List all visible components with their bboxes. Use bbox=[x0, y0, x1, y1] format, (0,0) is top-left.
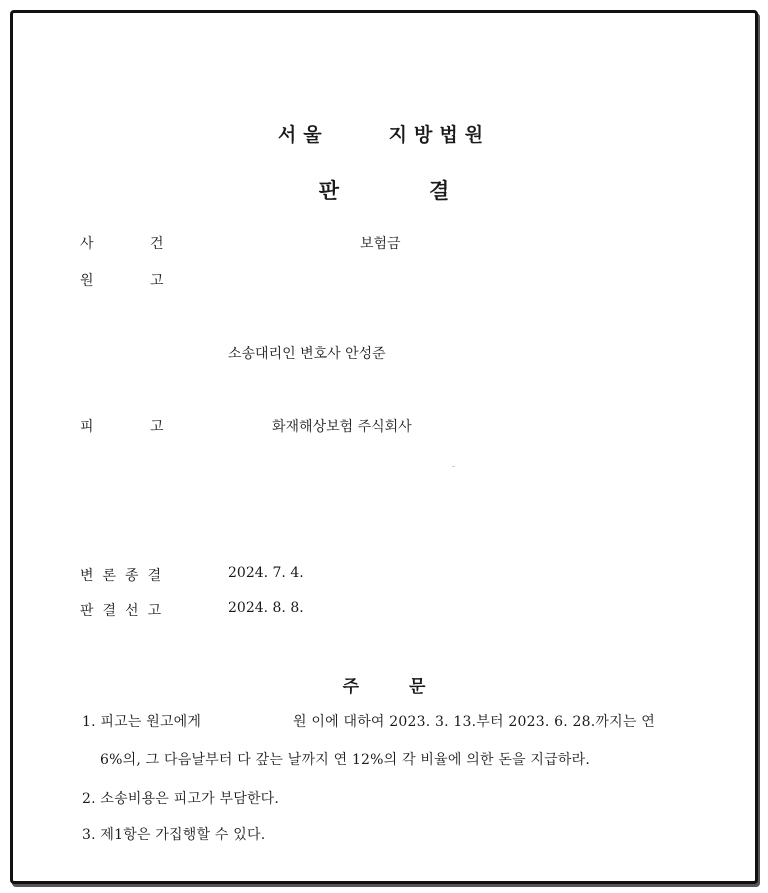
court-name bbox=[0, 120, 768, 147]
plaintiff-counsel: 소송대리인 변호사 안성준 bbox=[228, 346, 386, 362]
judgment-date-value: 2024. 8. 8. bbox=[228, 600, 304, 616]
order-item-1-start: 1. 피고는 원고에게 bbox=[82, 714, 202, 730]
plaintiff-label-second: 고 bbox=[150, 273, 164, 289]
court-name-part1: 서울 bbox=[277, 124, 329, 146]
order-item-1-rest: 원 이에 대하여 2023. 3. 13.부터 2023. 6. 28.까지는 연 bbox=[293, 714, 655, 730]
case-label-first: 사 bbox=[80, 236, 94, 252]
order-item-3: 3. 제1항은 가집행할 수 있다. bbox=[82, 827, 266, 843]
judgment-date-label: 판결선고 bbox=[80, 603, 171, 619]
order-title-part1: 주 bbox=[342, 677, 359, 697]
document-title-part1: 판 bbox=[318, 178, 339, 203]
court-name-part2: 지방법원 bbox=[388, 124, 491, 146]
plaintiff-label-first: 원 bbox=[80, 273, 94, 289]
defendant-label-first: 피 bbox=[80, 419, 94, 435]
order-title bbox=[0, 672, 768, 697]
scan-speck bbox=[452, 466, 455, 467]
case-label-second: 건 bbox=[150, 236, 164, 252]
hearing-end-date: 2024. 7. 4. bbox=[228, 565, 304, 581]
order-item-1-continuation: 6%의, 그 다음날부터 다 갚는 날까지 연 12%의 각 비율에 의한 돈을 지급하라. bbox=[100, 752, 590, 768]
document-title-part2: 결 bbox=[429, 178, 450, 203]
defendant-value: 화재해상보험 주식회사 bbox=[272, 419, 412, 435]
document-title bbox=[0, 175, 768, 205]
order-item-2: 2. 소송비용은 피고가 부담한다. bbox=[82, 791, 280, 807]
hearing-end-label: 변론종결 bbox=[80, 568, 171, 584]
order-title-part2: 문 bbox=[409, 677, 426, 697]
defendant-label-second: 고 bbox=[150, 419, 164, 435]
case-value: 보험금 bbox=[360, 236, 401, 252]
